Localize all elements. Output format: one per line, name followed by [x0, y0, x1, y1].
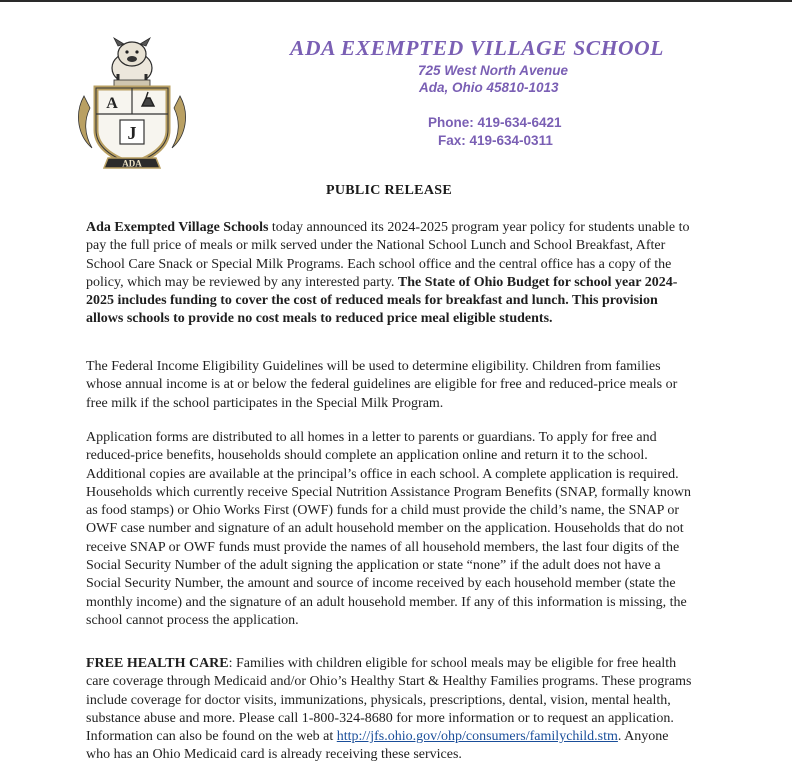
school-name-bold: Ada Exempted Village Schools: [86, 220, 269, 235]
paragraph-policy-announcement: [86, 219, 696, 329]
crest-banner-text: ADA: [122, 158, 142, 169]
school-name: ADA EXEMPTED VILLAGE SCHOOL: [290, 36, 665, 60]
free-health-care-heading: FREE HEALTH CARE: [86, 656, 229, 671]
paragraph-free-health-care: [86, 655, 696, 765]
address-line-1: 725 West North Avenue: [418, 63, 569, 78]
paragraph-application-process: Application forms are distributed to all homes in a letter to parents or guardians. To apply for free and reduced-price benefits, households should complete an application online and return it to the school. Additional copies are available at the principal’s office in each school. A complete application is required. Households which currently receive Special Nutrition Assistance Program Benefits (SNAP, formally known as food stamps) or Ohio Works First (OWF) funds for a child must provide the child’s name, the SNAP or OWF case number and signature of an adult household member on the application. Households that do not receive SNAP or OWF funds must provide the names of all household members, the last four digits of the Social Security Number of the adult signing the application or state “none” if the adult does not have a Social Security Number, the amount and source of income received by each household member (state the monthly income) and the signature of an adult household member. If any of this information is missing, the school cannot process the application.: [86, 430, 691, 628]
phone-number: Phone: 419-634-6421: [428, 115, 562, 130]
top-border-line: [0, 0, 792, 2]
school-crest-logo: [74, 34, 190, 174]
address-line-2: Ada, Ohio 45810-1013: [419, 80, 559, 95]
health-care-tail: . Anyone who has an Ohio Medicaid card is already receiving these services.: [86, 729, 669, 763]
health-care-text: : Families with children eligible for school meals may be eligible for free health care coverage through Medicaid and/or Ohio’s Healthy Start & Healthy Families programs. These programs include coverage for doctor visits, immunizations, physicals, prescriptions, dental, vision, mental health, substance abuse and more. Please call 1-800-324-8680 for more information or to request an application. Information can also be found on the web at: [86, 656, 692, 745]
bulldog-mascot-icon: [112, 38, 152, 86]
public-release-title: PUBLIC RELEASE: [326, 183, 452, 198]
ohio-medicaid-link[interactable]: http://jfs.ohio.gov/ohp/consumers/familychild.stm: [336, 729, 618, 745]
fax-number: Fax: 419-634-0311: [438, 133, 553, 148]
paragraph-eligibility-guidelines: The Federal Income Eligibility Guidelines will be used to determine eligibility. Children from families whose annual income is at or below the federal guidelines are eligible for free and reduced-price meals or free milk if the school participates in the Special Milk Program.: [86, 359, 678, 411]
policy-text: today announced its 2024-2025 program year policy for students unable to pay the full price of meals or milk served under the National School Lunch and School Breakfast, After School Care Snack or Special Milk Programs. Each school office and the central office has a copy of the policy, which may be reviewed by any interested party.: [86, 220, 690, 290]
crest-letter-j: J: [127, 123, 137, 143]
state-budget-note: The State of Ohio Budget for school year 2024-2025 includes funding to cover the cost of reduced meals for breakfast and lunch. This provision allows schools to provide no cost meals to reduced price meal eligible students.: [86, 274, 678, 327]
crest-letter-a: A: [106, 95, 118, 112]
